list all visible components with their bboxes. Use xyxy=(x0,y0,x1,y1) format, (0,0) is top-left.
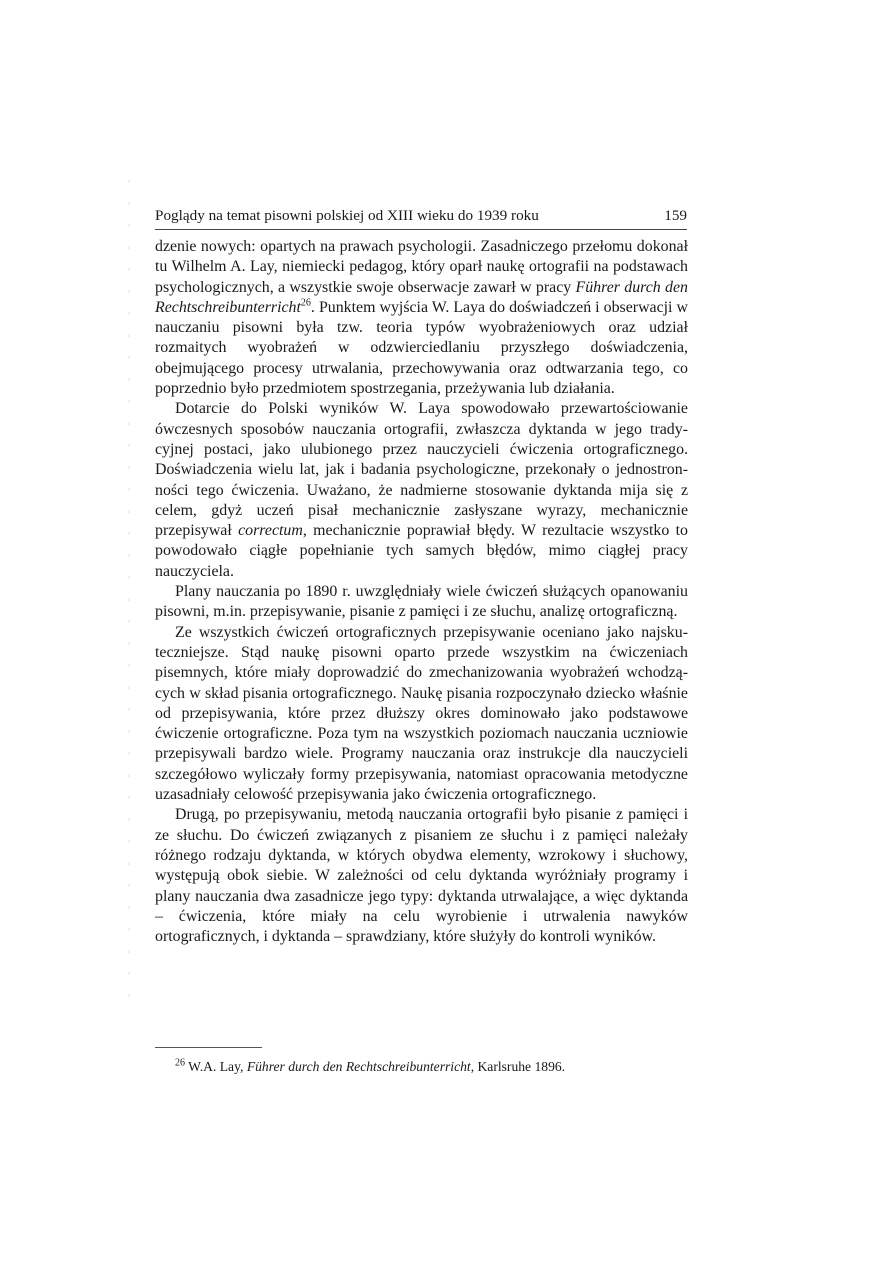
footnote-number: 26 xyxy=(175,1057,185,1069)
paragraph-text: . Punktem wyjścia W. Laya do doświadczeń i obserwacji w nauczaniu pisowni była tzw. teoria typów wyobrażeniowych oraz udział rozmaitych wyobrażeń w odzwierciedlaniu przyszłego doświadczenia, obejmującego procesy utrwalania, przechowywania oraz odtwarzania tego, co poprzednio było przedmiotem spostrzegania, przeżywania lub działania. xyxy=(155,298,688,398)
running-header xyxy=(155,207,687,230)
footnote-ref: 26 xyxy=(300,297,311,309)
footnote-rest: , Karlsruhe 1896. xyxy=(470,1059,566,1074)
page-number: 159 xyxy=(664,207,687,224)
footnote xyxy=(175,1058,685,1075)
paragraph-text: Dotarcie do Polski wyników W. Laya spowodowało przewartościowanie ówczesnych sposobów nauczania ortografii, zwłaszcza dyktanda w jego tradycyjnej postaci, jako ulubionego przez nauczycieli ćwiczenia ortograficznego. Doświadczenia wielu lat, jak i badania psychologiczne, przekonały o jednostronności tego ćwiczenia. Uważano, że nadmierne stosowanie dyktanda mija się z celem, gdyż uczeń pisał mechanicznie zasłyszane wyrazy, mechanicznie przepisywał xyxy=(155,400,688,540)
body-text xyxy=(155,237,688,947)
paragraph: Plany nauczania po 1890 r. uwzględniały wiele ćwiczeń służących opanowaniu pisowni, m.in. przepisywanie, pisanie z pamięci i ze słuchu, analizę ortograficzną. xyxy=(155,583,688,621)
paragraph-text: , mechanicznie poprawiał błędy. W rezultacie wszystko to powodowało ciągłe popełnianie tych samych błędów, mimo ciągłej pracy nauczyciela. xyxy=(155,522,689,580)
paragraph: Ze wszystkich ćwiczeń ortograficznych przepisywanie oceniano jako najskuteczniejsze. Stąd naukę pisowni oparto przede wszystkim na ćwiczeniach pisemnych, które miały doprowadzić do zmechanizowania wyobrażeń wchodzących w skład pisania ortograficznego. Naukę pisania rozpoczynało dziecko właśnie od przepisywania, które przez dłuższy okres dominowało jako podstawowe ćwiczenie ortograficzne. Poza tym na wszystkich poziomach nauczania uczniowie przepisywali bardzo wiele. Programy nauczania oraz instrukcje dla nauczycieli szczegółowo wyliczały formy przepisywania, natomiast opracowania metodyczne uzasadniały celowość przepisywania jako ćwiczenia ortograficznego. xyxy=(155,623,688,804)
footnote-separator xyxy=(155,1047,262,1048)
paragraph xyxy=(155,237,688,399)
paragraph-text: dzenie nowych: opartych na prawach psychologii. Zasadniczego przełomu dokonał tu Wilhelm A. Lay, niemiecki pedagog, który oparł naukę ortografii na podstawach psychologicznych, a wszystkie swoje obserwacje zawarł w pracy xyxy=(155,238,688,296)
scan-margin-marks xyxy=(128,180,130,1000)
footnote-title: Führer durch den Rechtschreibunterricht xyxy=(246,1059,471,1074)
book-title: Führer durch den Rechtschreibunterricht xyxy=(155,278,688,316)
latin-term: correctum xyxy=(238,522,303,540)
paragraph: Drugą, po przepisywaniu, metodą nauczania ortografii było pisanie z pamięci i ze słuchu. Do ćwiczeń związanych z pisaniem ze słuchu i z pamięci należały różnego rodzaju dyktanda, w których obydwa elementy, wzrokowy i słuchowy, występują obok siebie. W zależności od celu dyktanda wyróżniały programy i plany nauczania dwa zasadnicze jego typy: dyktanda utrwalające, a więc dyktanda – ćwiczenia, które miały na celu wyrobienie i utrwalenia nawyków ortograficznych, i dyktanda – sprawdziany, które służyły do kontroli wyników. xyxy=(155,806,688,946)
footnote-author: W.A. Lay, xyxy=(188,1059,247,1074)
running-title: Poglądy na temat pisowni polskiej od XIII wieku do 1939 roku xyxy=(155,207,539,224)
paragraph xyxy=(155,399,688,582)
